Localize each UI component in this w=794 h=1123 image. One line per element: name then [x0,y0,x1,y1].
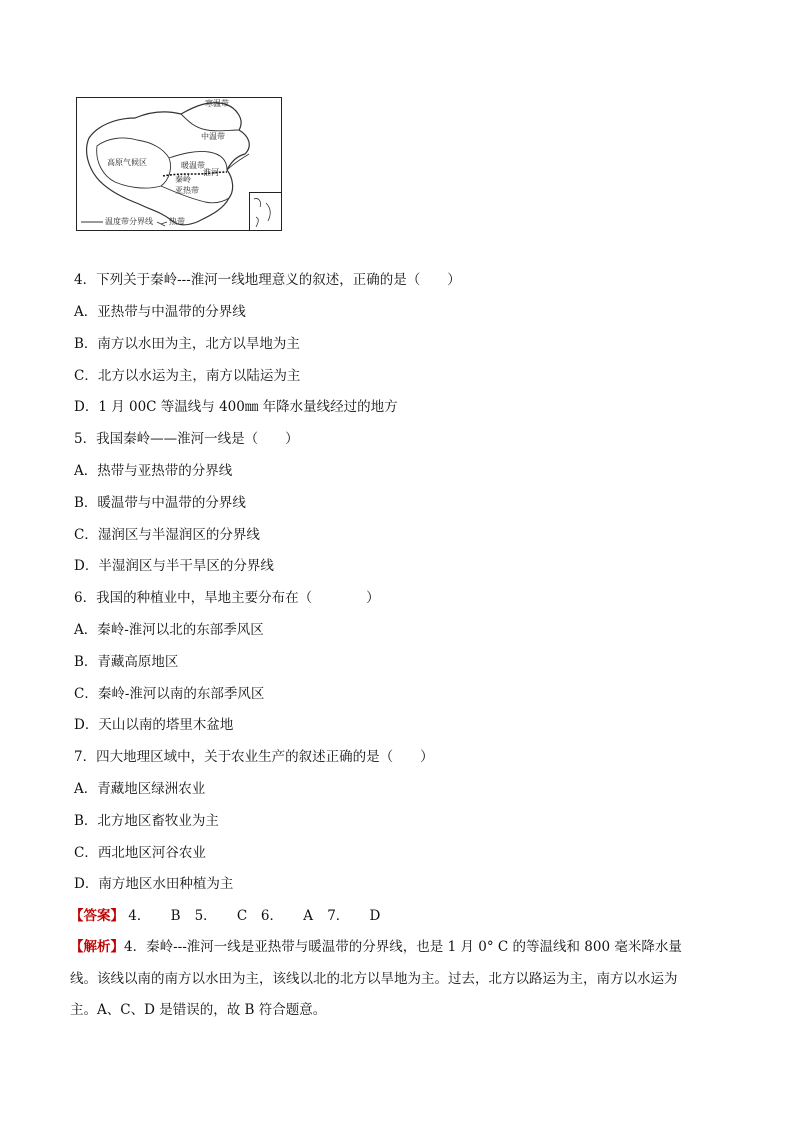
label-plateau: 高原气候区 [107,158,147,167]
answer-item-5: 5． C [194,908,248,924]
question-6-stem: 6．我国的种植业中，旱地主要分布在（ ） [74,590,380,606]
south-china-sea-inset [249,192,281,230]
analysis-line-2: 线。该线以南的南方以水田为主，该线以北的北方以旱地为主。过去，北方以路运为主，南方以水运为 [70,970,678,987]
question-5-option-b: B．暖温带与中温带的分界线 [74,495,246,511]
question-7-stem: 7．四大地理区域中，关于农业生产的叙述正确的是（ ） [74,749,434,765]
analysis-block [70,932,706,1027]
question-4-option-c: C．北方以水运为主，南方以陆运为主 [74,368,301,384]
analysis-text-1: 4．秦岭---淮河一线是亚热带与暖温带的分界线，也是 1 月 0° C 的等温线和 800 毫米降水量 [124,939,682,955]
question-6-option-d: D．天山以南的塔里木盆地 [74,717,234,733]
question-6-option-b: B．青藏高原地区 [74,654,179,670]
analysis-line-1 [70,932,706,964]
label-boundary-legend: 温度带分界线 [105,217,153,226]
label-mid-temperate: 中温带 [201,132,225,141]
question-4-option-a: A．亚热带与中温带的分界线 [74,304,246,320]
question-4-option-d: D．1 月 00C 等温线与 400㎜ 年降水量线经过的地方 [74,399,398,415]
label-huai: 淮河 [203,168,219,177]
answer-tag: 【答案】 [70,908,124,924]
question-7-option-c: C．西北地区河谷农业 [74,845,206,861]
label-cold-zone: 寒温带 [205,99,229,108]
tropical-arrow [157,222,167,226]
temperature-zone-map [76,97,282,231]
label-tropical: 热带 [169,217,185,226]
question-6-option-c: C．秦岭-淮河以南的东部季风区 [74,686,265,702]
answer-item-4: 4． B [128,908,181,924]
question-5-stem: 5．我国秦岭——淮河一线是（ ） [74,431,299,447]
question-6-option-a: A．秦岭-淮河以北的东部季风区 [74,622,264,638]
label-subtropical: 亚热带 [175,186,199,195]
question-5-option-a: A．热带与亚热带的分界线 [74,463,233,479]
answer-line [70,907,380,925]
question-4-stem: 4．下列关于秦岭---淮河一线地理意义的叙述，正确的是（ ） [74,272,461,288]
analysis-tag: 【解析】 [70,939,124,955]
question-7-option-a: A．青藏地区绿洲农业 [74,781,206,797]
cold-zone-border [181,114,239,131]
answer-item-6: 6． A [260,908,313,924]
label-qinling: 秦岭 [175,175,191,184]
question-7-option-d: D．南方地区水田种植为主 [74,876,234,892]
question-7-option-b: B．北方地区畜牧业为主 [74,813,219,829]
question-4-option-b: B．南方以水田为主，北方以旱地为主 [74,336,300,352]
inset-drawing [250,193,282,231]
question-5-option-d: D．半湿润区与半干旱区的分界线 [74,558,274,574]
analysis-line-3: 主。A、C、D 是错误的，故 B 符合题意。 [70,1002,327,1018]
answer-item-7: 7． D [327,908,381,924]
question-5-option-c: C．湿润区与半湿润区的分界线 [74,527,260,543]
label-warm-temperate: 暖温带 [181,161,205,170]
